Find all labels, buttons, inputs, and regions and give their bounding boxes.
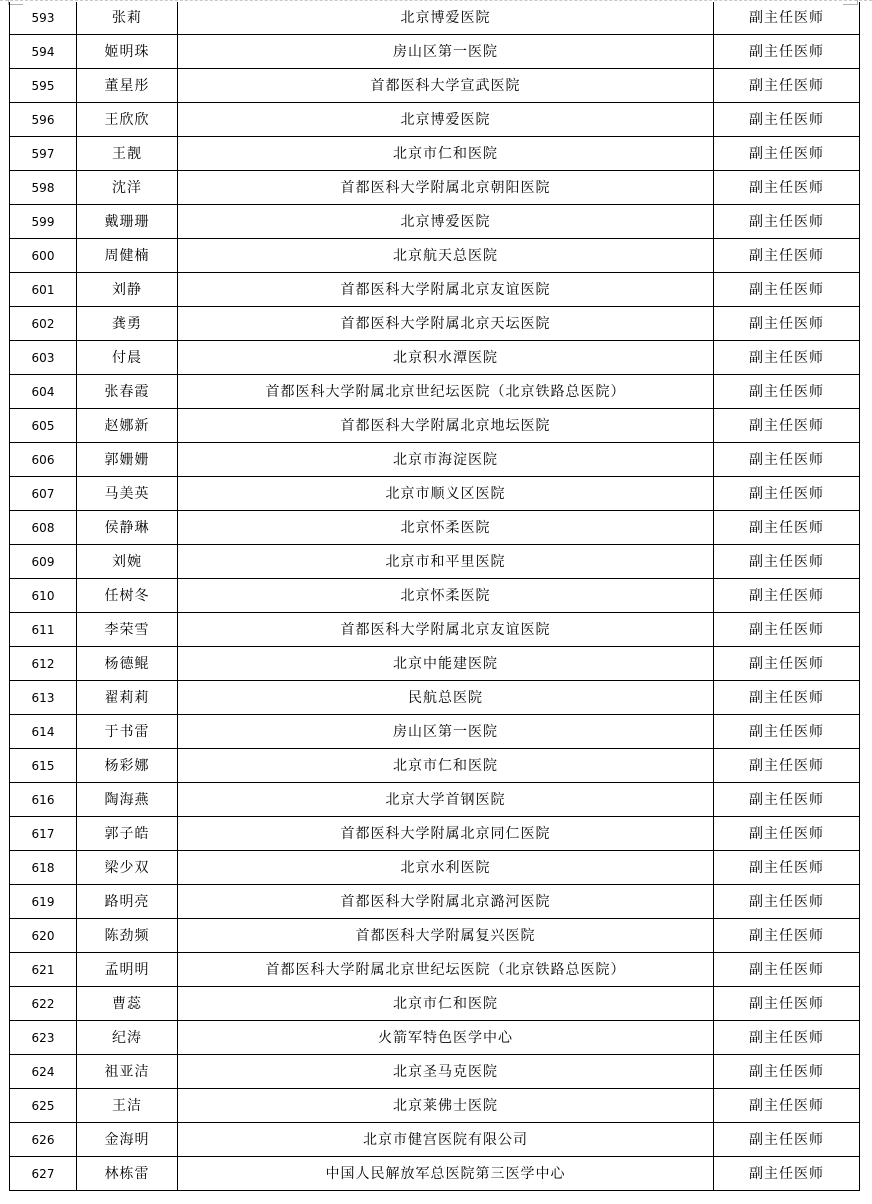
- name-cell: 董星彤: [77, 69, 178, 103]
- hospital-cell: 首都医科大学附属北京朝阳医院: [178, 171, 714, 205]
- title-cell: 副主任医师: [714, 1055, 860, 1089]
- hospital-cell: 北京市顺义区医院: [178, 477, 714, 511]
- hospital-cell: 首都医科大学附属北京友谊医院: [178, 613, 714, 647]
- title-cell: 副主任医师: [714, 443, 860, 477]
- table-row: [10, 409, 860, 443]
- table-row: [10, 307, 860, 341]
- title-cell: 副主任医师: [714, 307, 860, 341]
- hospital-cell: 北京市仁和医院: [178, 749, 714, 783]
- title-cell: 副主任医师: [714, 69, 860, 103]
- title-cell: 副主任医师: [714, 2, 860, 35]
- serial-number-cell: 595: [10, 69, 77, 103]
- hospital-cell: 房山区第一医院: [178, 35, 714, 69]
- title-cell: 副主任医师: [714, 171, 860, 205]
- name-cell: 刘静: [77, 273, 178, 307]
- hospital-cell: 首都医科大学附属复兴医院: [178, 919, 714, 953]
- title-cell: 副主任医师: [714, 953, 860, 987]
- table-row: [10, 341, 860, 375]
- title-cell: 副主任医师: [714, 273, 860, 307]
- title-cell: 副主任医师: [714, 647, 860, 681]
- hospital-cell: 北京市仁和医院: [178, 137, 714, 171]
- hospital-cell: 首都医科大学附属北京世纪坛医院（北京铁路总医院）: [178, 953, 714, 987]
- name-cell: 付晨: [77, 341, 178, 375]
- title-cell: 副主任医师: [714, 477, 860, 511]
- name-cell: 郭子皓: [77, 817, 178, 851]
- hospital-cell: 北京博爱医院: [178, 103, 714, 137]
- table-row: [10, 35, 860, 69]
- title-cell: 副主任医师: [714, 987, 860, 1021]
- name-cell: 杨德鲲: [77, 647, 178, 681]
- serial-number-cell: 599: [10, 205, 77, 239]
- table-row: [10, 953, 860, 987]
- serial-number-cell: 621: [10, 953, 77, 987]
- name-cell: 翟莉莉: [77, 681, 178, 715]
- serial-number-cell: 625: [10, 1089, 77, 1123]
- hospital-cell: 北京积水潭医院: [178, 341, 714, 375]
- name-cell: 李荣雪: [77, 613, 178, 647]
- title-cell: 副主任医师: [714, 375, 860, 409]
- table-row: [10, 103, 860, 137]
- hospital-cell: 北京中能建医院: [178, 647, 714, 681]
- name-cell: 杨彩娜: [77, 749, 178, 783]
- title-cell: 副主任医师: [714, 1123, 860, 1157]
- table-row: [10, 647, 860, 681]
- title-cell: 副主任医师: [714, 613, 860, 647]
- table-row: [10, 681, 860, 715]
- title-cell: 副主任医师: [714, 681, 860, 715]
- name-cell: 祖亚洁: [77, 1055, 178, 1089]
- title-cell: 副主任医师: [714, 919, 860, 953]
- serial-number-cell: 603: [10, 341, 77, 375]
- title-cell: 副主任医师: [714, 409, 860, 443]
- hospital-cell: 北京市和平里医院: [178, 545, 714, 579]
- serial-number-cell: 608: [10, 511, 77, 545]
- title-cell: 副主任医师: [714, 35, 860, 69]
- serial-number-cell: 620: [10, 919, 77, 953]
- name-cell: 纪涛: [77, 1021, 178, 1055]
- serial-number-cell: 612: [10, 647, 77, 681]
- serial-number-cell: 604: [10, 375, 77, 409]
- table-row: [10, 1089, 860, 1123]
- title-cell: 副主任医师: [714, 341, 860, 375]
- serial-number-cell: 616: [10, 783, 77, 817]
- hospital-cell: 北京怀柔医院: [178, 511, 714, 545]
- title-cell: 副主任医师: [714, 1157, 860, 1191]
- table-row: [10, 851, 860, 885]
- hospital-cell: 北京水利医院: [178, 851, 714, 885]
- table-row: [10, 171, 860, 205]
- serial-number-cell: 615: [10, 749, 77, 783]
- hospital-cell: 首都医科大学宣武医院: [178, 69, 714, 103]
- serial-number-cell: 605: [10, 409, 77, 443]
- name-cell: 赵娜新: [77, 409, 178, 443]
- table-row: [10, 783, 860, 817]
- table-row: [10, 239, 860, 273]
- name-cell: 戴珊珊: [77, 205, 178, 239]
- title-cell: 副主任医师: [714, 137, 860, 171]
- title-cell: 副主任医师: [714, 749, 860, 783]
- hospital-cell: 首都医科大学附属北京友谊医院: [178, 273, 714, 307]
- serial-number-cell: 597: [10, 137, 77, 171]
- name-cell: 侯静琳: [77, 511, 178, 545]
- serial-number-cell: 598: [10, 171, 77, 205]
- title-cell: 副主任医师: [714, 579, 860, 613]
- serial-number-cell: 617: [10, 817, 77, 851]
- serial-number-cell: 610: [10, 579, 77, 613]
- serial-number-cell: 607: [10, 477, 77, 511]
- hospital-cell: 北京航天总医院: [178, 239, 714, 273]
- name-cell: 周健楠: [77, 239, 178, 273]
- hospital-cell: 中国人民解放军总医院第三医学中心: [178, 1157, 714, 1191]
- table-row: [10, 137, 860, 171]
- name-cell: 刘婉: [77, 545, 178, 579]
- title-cell: 副主任医师: [714, 239, 860, 273]
- title-cell: 副主任医师: [714, 205, 860, 239]
- table-row: [10, 477, 860, 511]
- hospital-cell: 火箭军特色医学中心: [178, 1021, 714, 1055]
- hospital-cell: 房山区第一医院: [178, 715, 714, 749]
- hospital-cell: 首都医科大学附属北京潞河医院: [178, 885, 714, 919]
- hospital-cell: 首都医科大学附属北京天坛医院: [178, 307, 714, 341]
- title-cell: 副主任医师: [714, 715, 860, 749]
- title-cell: 副主任医师: [714, 511, 860, 545]
- name-cell: 王洁: [77, 1089, 178, 1123]
- name-cell: 沈洋: [77, 171, 178, 205]
- serial-number-cell: 594: [10, 35, 77, 69]
- name-cell: 郭姗姗: [77, 443, 178, 477]
- hospital-cell: 北京大学首钢医院: [178, 783, 714, 817]
- hospital-cell: 民航总医院: [178, 681, 714, 715]
- name-cell: 马美英: [77, 477, 178, 511]
- serial-number-cell: 601: [10, 273, 77, 307]
- hospital-cell: 首都医科大学附属北京同仁医院: [178, 817, 714, 851]
- table-row: [10, 205, 860, 239]
- title-cell: 副主任医师: [714, 103, 860, 137]
- serial-number-cell: 613: [10, 681, 77, 715]
- title-cell: 副主任医师: [714, 885, 860, 919]
- table-row: [10, 987, 860, 1021]
- title-cell: 副主任医师: [714, 851, 860, 885]
- table-row: [10, 2, 860, 35]
- table-row: [10, 817, 860, 851]
- serial-number-cell: 606: [10, 443, 77, 477]
- hospital-cell: 首都医科大学附属北京世纪坛医院（北京铁路总医院）: [178, 375, 714, 409]
- table-row: [10, 1021, 860, 1055]
- serial-number-cell: 619: [10, 885, 77, 919]
- name-cell: 任树冬: [77, 579, 178, 613]
- name-cell: 金海明: [77, 1123, 178, 1157]
- serial-number-cell: 618: [10, 851, 77, 885]
- serial-number-cell: 626: [10, 1123, 77, 1157]
- table-row: [10, 749, 860, 783]
- table-row: [10, 885, 860, 919]
- name-cell: 于书雷: [77, 715, 178, 749]
- hospital-cell: 北京莱佛士医院: [178, 1089, 714, 1123]
- serial-number-cell: 609: [10, 545, 77, 579]
- hospital-cell: 首都医科大学附属北京地坛医院: [178, 409, 714, 443]
- hospital-cell: 北京市海淀医院: [178, 443, 714, 477]
- name-cell: 陶海燕: [77, 783, 178, 817]
- hospital-cell: 北京市健宫医院有限公司: [178, 1123, 714, 1157]
- table-row: [10, 375, 860, 409]
- roster-body: [10, 2, 860, 1191]
- table-row: [10, 511, 860, 545]
- roster-table: [9, 2, 860, 1191]
- table-row: [10, 443, 860, 477]
- serial-number-cell: 624: [10, 1055, 77, 1089]
- table-row: [10, 579, 860, 613]
- name-cell: 龚勇: [77, 307, 178, 341]
- name-cell: 孟明明: [77, 953, 178, 987]
- hospital-cell: 北京市仁和医院: [178, 987, 714, 1021]
- name-cell: 曹蕊: [77, 987, 178, 1021]
- table-row: [10, 545, 860, 579]
- name-cell: 王欣欣: [77, 103, 178, 137]
- hospital-cell: 北京博爱医院: [178, 2, 714, 35]
- serial-number-cell: 602: [10, 307, 77, 341]
- name-cell: 路明亮: [77, 885, 178, 919]
- title-cell: 副主任医师: [714, 1021, 860, 1055]
- serial-number-cell: 622: [10, 987, 77, 1021]
- table-row: [10, 69, 860, 103]
- hospital-cell: 北京博爱医院: [178, 205, 714, 239]
- name-cell: 张春霞: [77, 375, 178, 409]
- name-cell: 张莉: [77, 2, 178, 35]
- serial-number-cell: 614: [10, 715, 77, 749]
- page-top-border: [0, 0, 872, 1]
- name-cell: 梁少双: [77, 851, 178, 885]
- serial-number-cell: 611: [10, 613, 77, 647]
- table-row: [10, 1157, 860, 1191]
- table-row: [10, 1055, 860, 1089]
- table-row: [10, 1123, 860, 1157]
- table-row: [10, 613, 860, 647]
- name-cell: 陈劲频: [77, 919, 178, 953]
- hospital-cell: 北京怀柔医院: [178, 579, 714, 613]
- table-row: [10, 715, 860, 749]
- title-cell: 副主任医师: [714, 545, 860, 579]
- table-row: [10, 273, 860, 307]
- title-cell: 副主任医师: [714, 783, 860, 817]
- serial-number-cell: 596: [10, 103, 77, 137]
- table-row: [10, 919, 860, 953]
- name-cell: 姬明珠: [77, 35, 178, 69]
- name-cell: 王靓: [77, 137, 178, 171]
- serial-number-cell: 600: [10, 239, 77, 273]
- name-cell: 林栋雷: [77, 1157, 178, 1191]
- title-cell: 副主任医师: [714, 1089, 860, 1123]
- hospital-cell: 北京圣马克医院: [178, 1055, 714, 1089]
- title-cell: 副主任医师: [714, 817, 860, 851]
- serial-number-cell: 627: [10, 1157, 77, 1191]
- serial-number-cell: 623: [10, 1021, 77, 1055]
- serial-number-cell: 593: [10, 2, 77, 35]
